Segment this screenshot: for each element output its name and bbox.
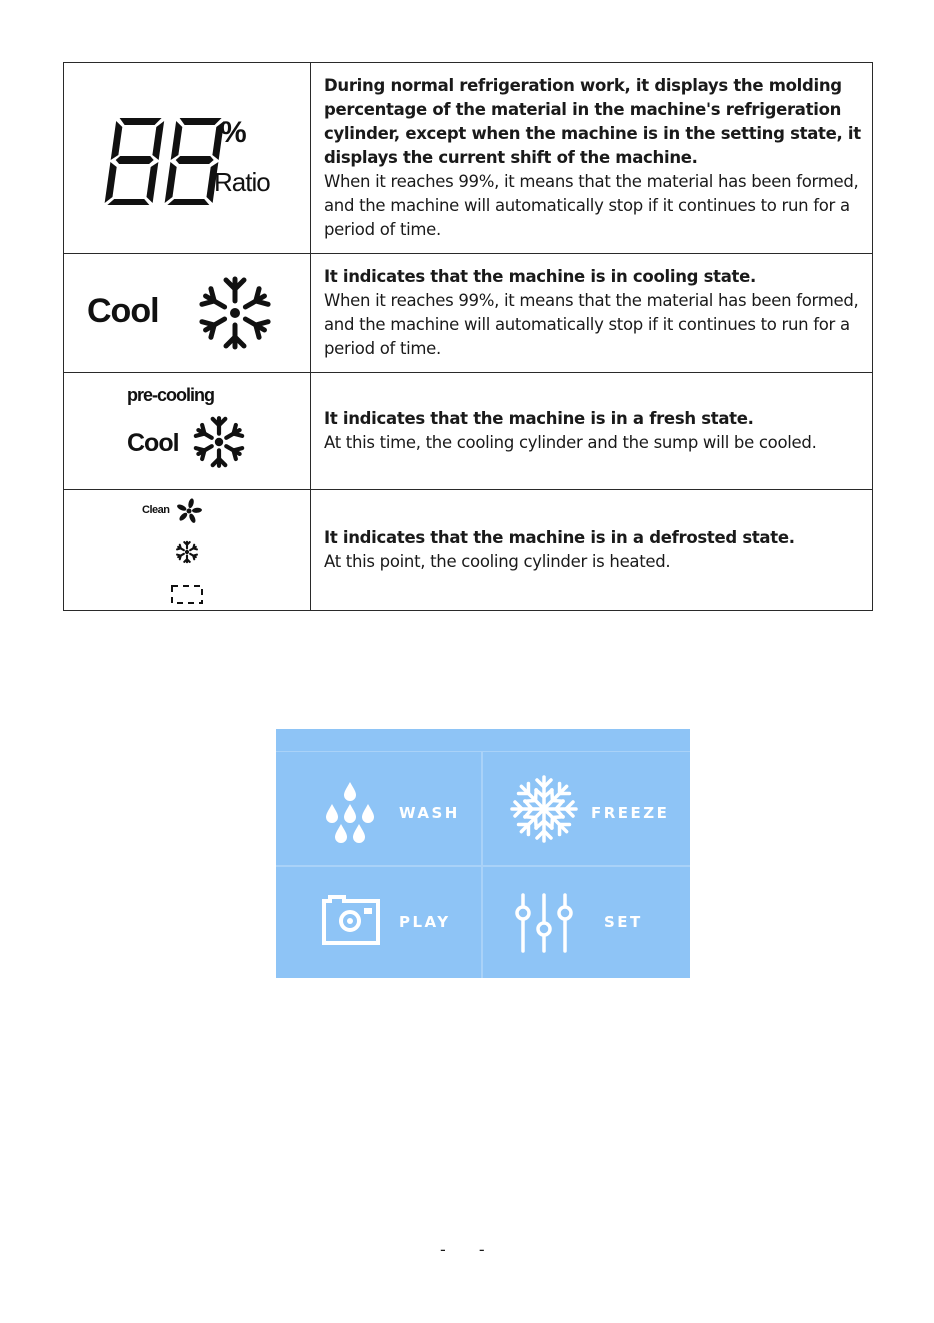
description-text: When it reaches 99%, it means that the material has been formed, and the machine will automatically stop if it continues to run for a period of time. xyxy=(324,172,859,239)
water-drops-icon xyxy=(322,780,382,844)
small-snowflake-icon xyxy=(175,540,199,564)
description-bold: It indicates that the machine is in cooling state. xyxy=(324,267,756,286)
pre-cooling-label: pre-cooling xyxy=(127,385,214,405)
snowflake-icon xyxy=(191,415,247,469)
ratio-label: Ratio xyxy=(214,167,270,197)
table-row xyxy=(64,373,873,490)
icon-cell xyxy=(64,63,311,254)
panel-top-bar xyxy=(276,729,690,752)
control-panel xyxy=(276,729,690,978)
description-bold: It indicates that the machine is in a fresh state. xyxy=(324,409,754,428)
description-cell xyxy=(311,254,873,373)
dashed-box-icon xyxy=(170,584,204,606)
freeze-button[interactable] xyxy=(483,752,690,865)
table-row xyxy=(64,254,873,373)
table-row xyxy=(64,63,873,254)
snowflake-icon xyxy=(195,275,275,351)
icon-legend-table xyxy=(63,62,873,611)
fan-icon xyxy=(174,497,204,525)
description-bold: It indicates that the machine is in a defrosted state. xyxy=(324,528,795,547)
description-text: When it reaches 99%, it means that the material has been formed, and the machine will automatically stop if it continues to run for a period of time. xyxy=(324,291,859,358)
cool-label: Cool xyxy=(127,429,179,457)
description-cell xyxy=(311,373,873,490)
camera-icon xyxy=(320,893,382,947)
play-button[interactable] xyxy=(276,867,481,978)
snowflake-icon xyxy=(509,774,579,844)
icon-cell xyxy=(64,254,311,373)
table-row xyxy=(64,490,873,611)
icon-cell xyxy=(64,373,311,490)
freeze-label: FREEZE xyxy=(591,804,670,822)
page-number: - - xyxy=(440,1240,499,1259)
icon-cell xyxy=(64,490,311,611)
set-button[interactable] xyxy=(483,867,690,978)
cool-label: Cool xyxy=(87,292,159,330)
description-cell xyxy=(311,490,873,611)
percent-sign: % xyxy=(220,116,247,149)
description-cell xyxy=(311,63,873,254)
description-text: At this time, the cooling cylinder and the sump will be cooled. xyxy=(324,433,817,452)
wash-label: WASH xyxy=(399,804,460,822)
description-bold: During normal refrigeration work, it displays the molding percentage of the material in the machine's refrigeration cylinder, except when the machine is in the setting state, it displays the current shift of the machine. xyxy=(324,76,861,167)
wash-button[interactable] xyxy=(276,752,481,865)
set-label: SET xyxy=(604,913,643,931)
clean-label: Clean xyxy=(142,504,170,516)
play-label: PLAY xyxy=(399,913,451,931)
description-text: At this point, the cooling cylinder is heated. xyxy=(324,552,671,571)
sliders-icon xyxy=(513,893,575,953)
